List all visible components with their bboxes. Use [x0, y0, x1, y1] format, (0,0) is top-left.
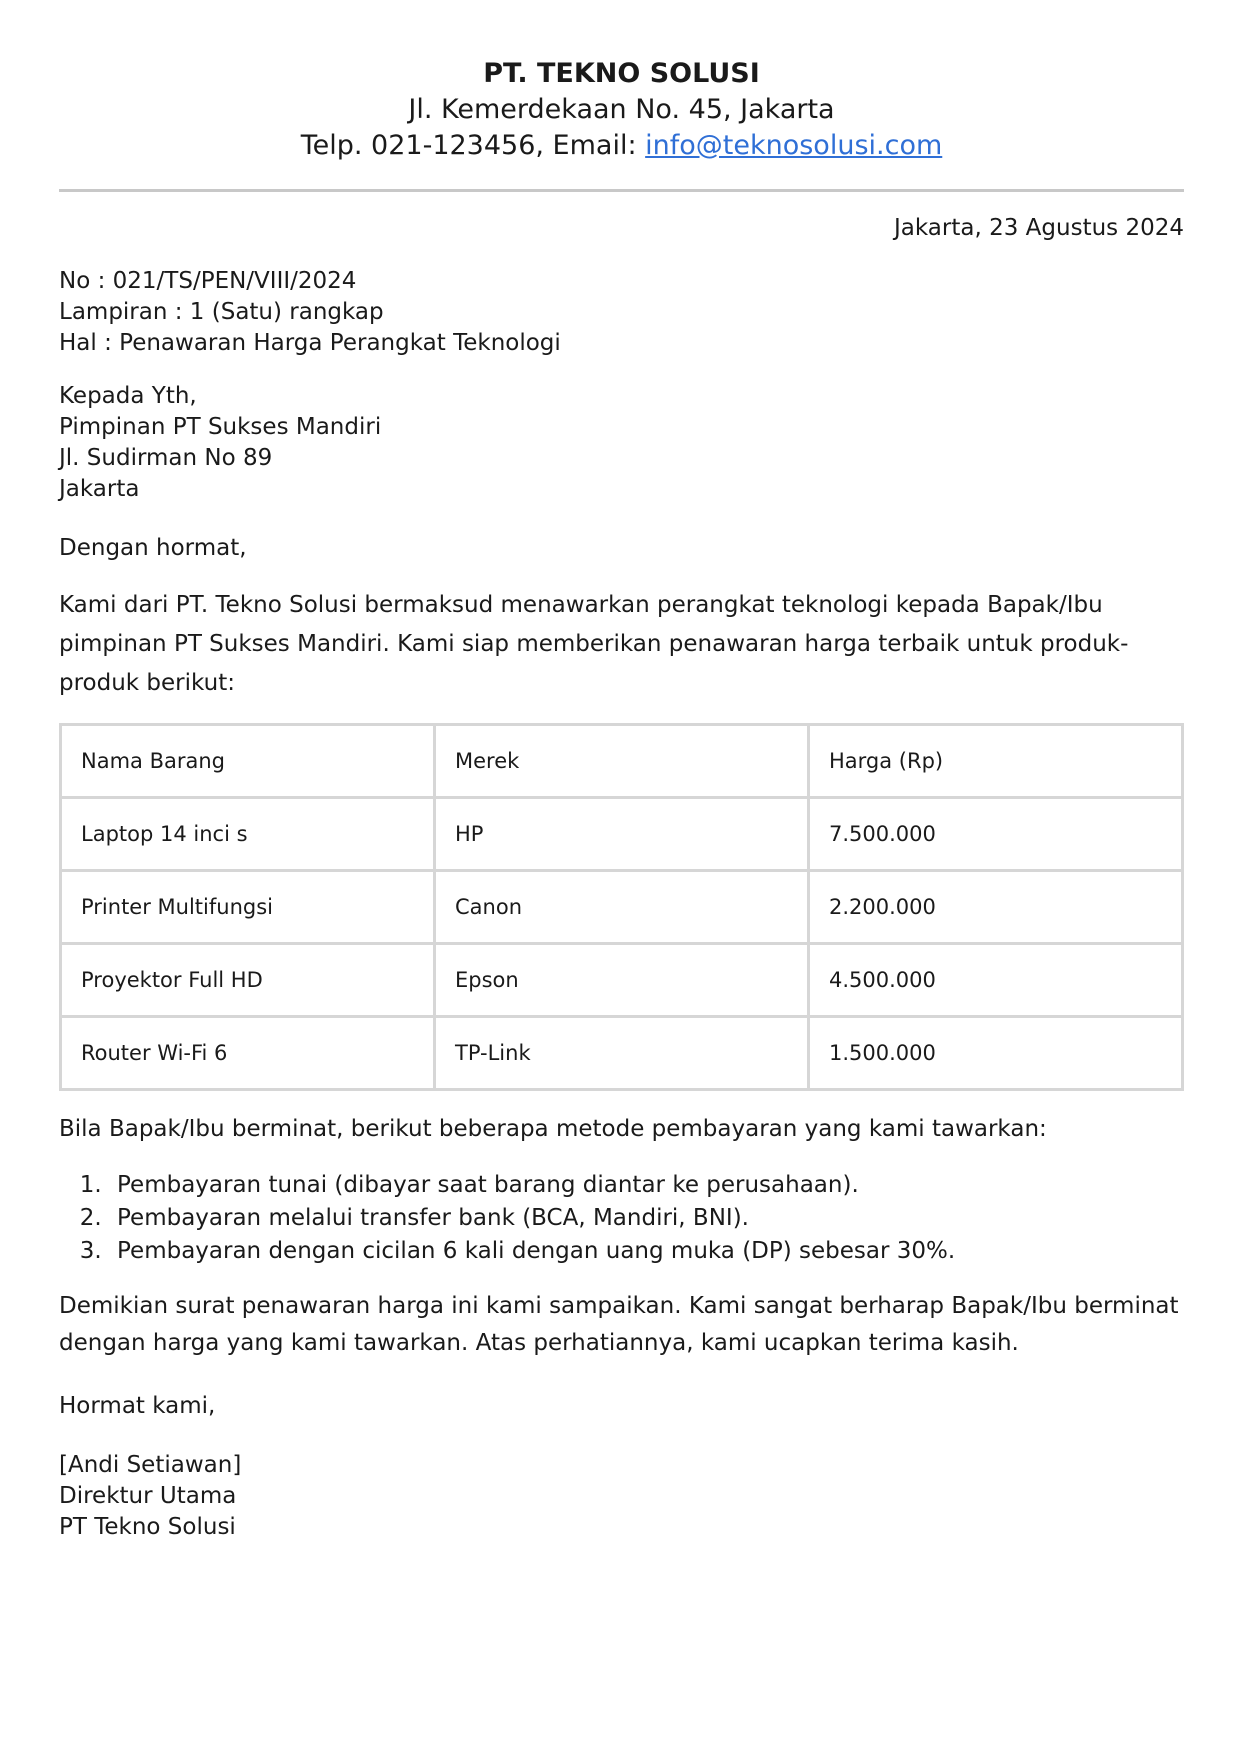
table-header-row — [61, 725, 1183, 798]
table-header-cell: Nama Barang — [61, 725, 435, 798]
header-divider — [59, 189, 1184, 192]
signer-title: Direktur Utama — [59, 1483, 237, 1509]
list-item: 2. Pembayaran melalui transfer bank (BCA, Mandiri, BNI). — [109, 1202, 1184, 1235]
recipient-line: Kepada Yth, — [59, 383, 197, 409]
table-cell-item: Router Wi-Fi 6 — [61, 1017, 435, 1090]
payment-methods-list — [59, 1169, 1184, 1268]
table-row — [61, 798, 1183, 871]
intro-paragraph: Kami dari PT. Tekno Solusi bermaksud menawarkan perangkat teknologi kepada Bapak/Ibu pimpinan PT Sukses Mandiri. Kami siap memberikan penawaran harga terbaik untuk produk-produk berikut: — [59, 592, 1129, 696]
table-cell-item: Printer Multifungsi — [61, 871, 435, 944]
table-row — [61, 944, 1183, 1017]
company-address: Jl. Kemerdekaan No. 45, Jakarta — [408, 94, 835, 125]
recipient-block — [59, 381, 1184, 505]
letter-subject: Hal : Penawaran Harga Perangkat Teknologi — [59, 330, 561, 356]
table-cell-brand: Canon — [435, 871, 809, 944]
table-row — [61, 1017, 1183, 1090]
letter-number: No : 021/TS/PEN/VIII/2024 — [59, 268, 357, 294]
table-cell-item: Proyektor Full HD — [61, 944, 435, 1017]
letter-date: Jakarta, 23 Agustus 2024 — [894, 215, 1184, 241]
payment-intro: Bila Bapak/Ibu berminat, berikut beberapa metode pembayaran yang kami tawarkan: — [59, 1116, 1047, 1142]
price-table — [59, 723, 1184, 1091]
signer-name: [Andi Setiawan] — [59, 1452, 242, 1478]
recipient-line: Jakarta — [59, 476, 140, 502]
closing-paragraph: Demikian surat penawaran harga ini kami sampaikan. Kami sangat berharap Bapak/Ibu berminat dengan harga yang kami tawarkan. Atas perhatiannya, kami ucapkan terima kasih. — [59, 1293, 1179, 1356]
table-cell-price: 7.500.000 — [809, 798, 1183, 871]
signature-block — [59, 1450, 1184, 1543]
table-header-cell: Harga (Rp) — [809, 725, 1183, 798]
letterhead — [59, 0, 1184, 164]
signer-company: PT Tekno Solusi — [59, 1514, 236, 1540]
table-cell-price: 2.200.000 — [809, 871, 1183, 944]
contact-phone-label: Telp. 021-123456, Email: — [300, 130, 646, 161]
table-cell-item: Laptop 14 inci s — [61, 798, 435, 871]
letter-meta — [59, 266, 1184, 359]
regards: Hormat kami, — [59, 1393, 216, 1419]
table-cell-brand: HP — [435, 798, 809, 871]
letter-page — [59, 0, 1184, 1543]
table-cell-brand: TP-Link — [435, 1017, 809, 1090]
letter-attachment: Lampiran : 1 (Satu) rangkap — [59, 299, 384, 325]
recipient-line: Jl. Sudirman No 89 — [59, 445, 273, 471]
list-item: 3. Pembayaran dengan cicilan 6 kali dengan uang muka (DP) sebesar 30%. — [109, 1235, 1184, 1268]
list-item: 1. Pembayaran tunai (dibayar saat barang diantar ke perusahaan). — [109, 1169, 1184, 1202]
table-cell-price: 4.500.000 — [809, 944, 1183, 1017]
salutation: Dengan hormat, — [59, 535, 247, 561]
table-header-cell: Merek — [435, 725, 809, 798]
table-cell-price: 1.500.000 — [809, 1017, 1183, 1090]
table-row — [61, 871, 1183, 944]
table-cell-brand: Epson — [435, 944, 809, 1017]
email-link[interactable]: info@teknosolusi.com — [645, 130, 943, 161]
company-contact — [59, 128, 1184, 164]
company-name: PT. TEKNO SOLUSI — [483, 58, 760, 89]
recipient-line: Pimpinan PT Sukses Mandiri — [59, 414, 382, 440]
